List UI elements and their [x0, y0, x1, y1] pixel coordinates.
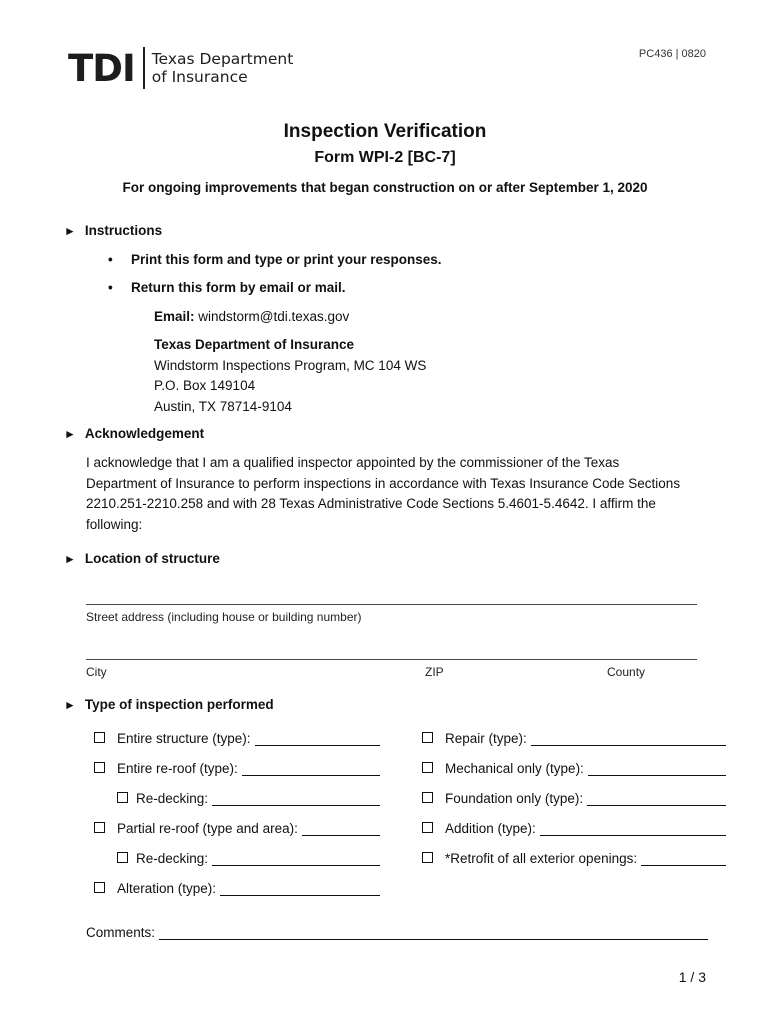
ack-line: Department of Insurance to perform inspections in accordance with Texas Insurance Code Sections — [86, 475, 681, 491]
checkbox-label: Alteration (type): — [117, 881, 217, 896]
entire-structure-type-field[interactable] — [255, 731, 380, 746]
section-heading: Instructions — [84, 223, 163, 238]
bullet-item — [108, 280, 346, 295]
redecking-field[interactable] — [212, 851, 380, 866]
street-address-field[interactable] — [86, 604, 697, 605]
logo-mark: TDI — [68, 46, 135, 90]
checkbox-icon[interactable] — [422, 852, 433, 863]
comments-row — [86, 925, 708, 940]
checkbox-icon[interactable] — [94, 762, 105, 773]
checkbox-icon[interactable] — [422, 792, 433, 803]
mail-line: Austin, TX 78714-9104 — [154, 398, 292, 414]
arrow-right-icon: ► — [64, 697, 76, 712]
checkbox-label: Entire re-roof (type): — [117, 761, 238, 776]
zip-label: ZIP — [425, 665, 444, 679]
redecking-field[interactable] — [212, 791, 380, 806]
checkbox-addition[interactable] — [422, 821, 726, 836]
acknowledgement-text — [86, 453, 680, 535]
checkbox-label: Partial re-roof (type and area): — [117, 821, 298, 836]
repair-type-field[interactable] — [531, 731, 726, 746]
checkbox-repair[interactable] — [422, 731, 726, 746]
mail-address — [154, 335, 426, 417]
logo-line-2: of Insurance — [151, 68, 248, 86]
checkbox-label: Addition (type): — [445, 821, 536, 836]
form-title: Form WPI-2 [BC-7] — [314, 149, 456, 166]
arrow-right-icon: ► — [64, 426, 76, 441]
checkbox-label: Foundation only (type): — [445, 791, 584, 806]
checkbox-icon[interactable] — [422, 762, 433, 773]
section-inspection-type — [64, 697, 274, 712]
section-heading: Acknowledgement — [84, 426, 205, 441]
checkbox-icon[interactable] — [94, 882, 105, 893]
alteration-type-field[interactable] — [220, 881, 380, 896]
section-heading: Location of structure — [84, 551, 220, 566]
section-heading: Type of inspection performed — [84, 697, 274, 712]
bullet-text: Print this form and type or print your responses. — [131, 252, 442, 267]
checkbox-entire-structure[interactable] — [94, 731, 380, 746]
section-acknowledgement — [64, 426, 204, 441]
foundation-type-field[interactable] — [587, 791, 726, 806]
email-line — [154, 307, 349, 328]
page-number: 1 / 3 — [678, 969, 706, 985]
checkbox-redecking-entire[interactable] — [117, 791, 380, 806]
bullet-icon: • — [108, 280, 113, 295]
checkbox-mechanical[interactable] — [422, 761, 726, 776]
comments-field[interactable] — [159, 925, 708, 940]
checkbox-label: *Retrofit of all exterior openings: — [445, 851, 638, 866]
checkbox-icon[interactable] — [422, 732, 433, 743]
comments-label: Comments: — [86, 925, 156, 940]
arrow-right-icon: ► — [64, 551, 76, 566]
mail-line: P.O. Box 149104 — [154, 378, 256, 393]
ack-line: following: — [86, 516, 143, 532]
city-zip-county-field[interactable] — [86, 659, 697, 660]
checkbox-foundation[interactable] — [422, 791, 726, 806]
bullet-text: Return this form by email or mail. — [131, 280, 346, 295]
section-location — [64, 551, 220, 566]
logo-divider — [143, 47, 145, 89]
checkbox-partial-reroof[interactable] — [94, 821, 380, 836]
checkbox-label: Re-decking: — [136, 851, 209, 866]
checkbox-redecking-partial[interactable] — [117, 851, 380, 866]
entire-reroof-type-field[interactable] — [242, 761, 380, 776]
form-code: PC436 | 0820 — [638, 48, 706, 60]
checkbox-retrofit[interactable] — [422, 851, 726, 866]
checkbox-icon[interactable] — [117, 792, 128, 803]
partial-reroof-field[interactable] — [302, 821, 380, 836]
checkbox-icon[interactable] — [422, 822, 433, 833]
ack-line: I acknowledge that I am a qualified inspector appointed by the commissioner of the Texas — [86, 455, 620, 470]
checkbox-alteration[interactable] — [94, 881, 380, 896]
logo-line-1: Texas Department — [151, 50, 294, 68]
arrow-right-icon: ► — [64, 223, 76, 238]
addition-type-field[interactable] — [540, 821, 726, 836]
form-subtitle: For ongoing improvements that began construction on or after September 1, 2020 — [122, 180, 648, 195]
email-link[interactable]: windstorm@tdi.texas.gov — [198, 309, 350, 324]
ack-line: 2210.251-2210.258 and with 28 Texas Administrative Code Sections 5.4601-5.4642. I affirm the — [86, 496, 656, 511]
bullet-icon: • — [108, 252, 113, 267]
logo-text — [152, 50, 294, 86]
mail-line: Windstorm Inspections Program, MC 104 WS — [154, 357, 427, 373]
mechanical-type-field[interactable] — [588, 761, 726, 776]
bullet-item — [108, 252, 442, 267]
checkbox-icon[interactable] — [117, 852, 128, 863]
retrofit-field[interactable] — [641, 851, 726, 866]
street-address-label: Street address (including house or building number) — [86, 610, 362, 624]
checkbox-label: Mechanical only (type): — [445, 761, 584, 776]
tdi-logo — [68, 46, 293, 90]
county-label: County — [607, 665, 646, 679]
email-label: Email: — [154, 309, 195, 324]
checkbox-entire-reroof[interactable] — [94, 761, 380, 776]
checkbox-icon[interactable] — [94, 822, 105, 833]
checkbox-label: Re-decking: — [136, 791, 209, 806]
section-instructions — [64, 223, 162, 238]
mail-org: Texas Department of Insurance — [154, 337, 355, 352]
checkbox-icon[interactable] — [94, 732, 105, 743]
city-label: City — [86, 665, 107, 679]
checkbox-label: Repair (type): — [445, 731, 527, 746]
page-title: Inspection Verification — [283, 121, 487, 142]
checkbox-label: Entire structure (type): — [117, 731, 251, 746]
